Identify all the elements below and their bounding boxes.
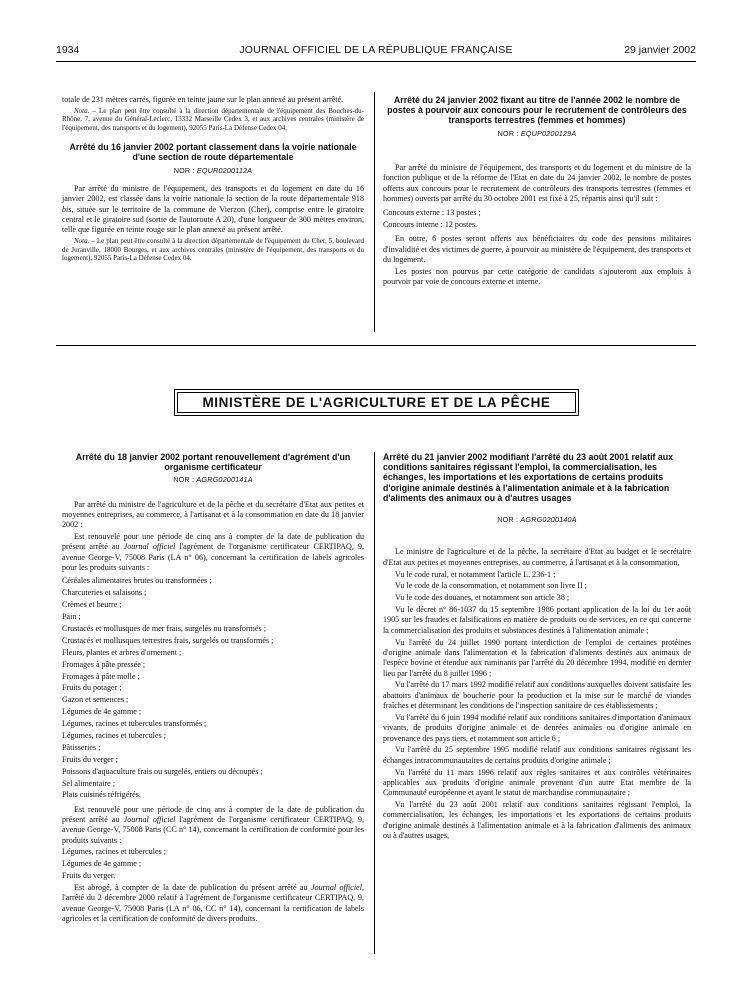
list-item: Concours interne : 12 postes. [383,219,478,229]
article-body-voirie: Par arrêté du ministre de l'équipement, des transports et du logement en date du 16 janvier 2002, est classée dans la voirie nationale la section de la route départementale 918 bis, située sur le territoire de la commune de Vierzon (Cher), comprise entre le giratoire central et le giratoire sud (sortie de l'autoroute A 20), d'une longueur de 300 mètres environ, telle que figurée en teinte rouge sur le plan annexé au présent arrêté. [62,183,364,235]
article-title-certificateur: Arrêté du 18 janvier 2002 portant renouvellement d'agrément d'un organisme certificateur [75,452,351,473]
visa-item: Vu l'arrêté du 25 septembre 1995 modifié relatif aux conditions sanitaires régissant les échanges intracommunautaires de certains produits d'origine animale ; [383,745,691,765]
product-list-labels [62,576,364,800]
note-plan-bouches-du-rhone: Nota. – Le plan peut être consulté à la direction départementale de l'équipement des Bouches-du-Rhône, 7, avenue du Général-Leclerc, 13332 Marseille Cedex 3, et aux archives centrales (ministère de l'équipement, des transports et du logement), 92055 Paris-La Défense Cedex 04. [62,106,364,133]
list-item: Légumes, racines et tubercules ; [62,730,167,740]
ministry-title: MINISTÈRE DE L'AGRICULTURE ET DE LA PÊCHE [177,392,576,413]
article-title-voirie: Arrêté du 16 janvier 2002 portant classement dans la voirie nationale d'une section de route départementale [69,142,357,163]
product-list-conformite [62,847,364,881]
top-right-column [383,95,691,289]
article-paragraph: Les postes non pourvus par cette catégorie de candidats s'ajouteront aux emplois à pourvoir par voie de concours externe et interne. [383,266,691,287]
list-item: Fleurs, plantes et arbres d'ornement ; [62,647,182,657]
list-item: Gazon et semences ; [62,695,129,705]
list-item: Sel alimentaire ; [62,778,116,788]
list-item: Fruits du verger. [62,871,116,881]
article-body-postes: Par arrêté du ministre de l'équipement, des transports et du logement et du ministre de la fonction publique et de la réforme de l'Etat en date du 24 janvier 2002, le nombre de postes offerts aux concours pour le recrutement de contrôleurs des transports terrestres (femmes et hommes) ouverts par arrêté du 30 octobre 2001 est fixé à 25, répartis ainsi qu'il suit : [383,162,691,203]
list-item: Légumes, racines et tubercules ; [62,847,167,857]
visa-item: Vu le code rural, et notamment l'article L. 236-1 ; [395,569,556,579]
list-item: Fromages à pâte molle ; [62,671,140,681]
top-left-column [62,95,364,264]
visa-item: Vu l'arrêté du 24 juillet 1990 portant interdiction de l'emploi de certaines protéines d'origine animale dans l'alimentation et la fabrication d'aliments destinés aux animaux de l'espèce bovine et étendue aux ruminants par l'arrêté du 20 décembre 1994, modifié en dernier lieu par l'arrêté du 8 juillet 1996 ; [383,637,691,678]
list-item: Crèmes et beurre ; [62,600,122,610]
visa-item: Vu le code des douanes, et notamment son article 38 ; [395,593,570,603]
article-title-postes: Arrêté du 24 janvier 2002 fixant au titre de l'année 2002 le nombre de postes à pourvoir aux concours pour le recrutement de contrôleurs des transports terrestres (femmes et hommes) [387,95,687,126]
article-paragraph: Est abrogé, à compter de la date de publication du présent arrêté au Journal officiel, l'arrêté du 2 décembre 2000 relatif à l'agrément de l'organisme certificateur CERTIPAQ, 9, avenue George-V, 75008 Paris (LA n° 06, CC n° 14), concernant la certification de labels agricoles et la certification de conformité de divers produits. [62,883,364,924]
article-paragraph: Est renouvelé pour une période de cinq ans à compter de la date de publication du présent arrêté au Journal officiel l'agrément de l'organisme certificateur CERTIPAQ, 9, avenue George-V, 75008 Paris (LA n° 06), concernant la certification de labels agricoles pour les produits suivants : [62,532,364,573]
bottom-right-column [383,452,691,843]
issue-date: 29 janvier 2002 [624,44,696,56]
list-item: Fruits du potager ; [62,683,122,693]
page-header [56,44,696,60]
visa-item: Vu l'arrêté du 6 juin 1994 modifié relatif aux conditions sanitaires d'importation d'animaux vivants, de produits d'origine animale et de denrées animales ou d'origine animale en provenance des pays tiers, et notamment son article 6 ; [383,712,691,743]
column-divider-top [374,92,375,332]
visa-item: Vu le décret n° 86-1037 du 15 septembre 1986 portant application de la loi du 1er août 1905 sur les fraudes et falsifications en matière de produits ou de services, en ce qui concerne la commercialisation des produits et substances destinés à l'alimentation animale ; [383,605,691,635]
list-item: Poissons d'aquaculture frais ou surgelés, entiers ou découpés ; [62,766,263,776]
page-number: 1934 [56,44,80,56]
list-item: Fromages à pâte pressée ; [62,659,146,669]
article-paragraph: En outre, 6 postes seront offerts aux bénéficiaires du code des pensions militaires d'invalidité et des victimes de guerre, à pourvoir au ministère de l'équipement, des transports et du logement. [383,234,691,264]
article-paragraph: Par arrêté du ministre de l'agriculture et de la pêche et du secrétaire d'Etat aux petites et moyennes entreprises, au commerce, à l'artisanat et à la consommation en date du 18 janvier 2002 : [62,499,364,530]
list-item: Plats cuisinés réfrigérés. [62,790,141,800]
visa-item: Vu le code de la consommation, et notamment son livre II ; [395,581,587,591]
list-item: Légumes, racines et tubercules transformés ; [62,719,207,729]
header-rule [56,61,696,62]
article-title-sanitaires: Arrêté du 21 janvier 2002 modifiant l'arrêté du 23 août 2001 relatif aux conditions sanitaires régissant l'emploi, la commercialisation, les échanges, les importations et les exportations de certains produits d'origine animale destinés à l'alimentation animale et à la fabrication d'aliments des animaux ou à d'autres usages [383,452,674,503]
continuation-text: totale de 231 mètres carrés, figurée en teinte jaune sur le plan annexé au présent arrêté. [62,95,344,104]
visa-item: Vu l'arrêté du 11 mars 1996 relatif aux règles sanitaires et aux contrôles vétérinaires applicables aux produits d'origine animale provenant d'un autre Etat membre de la Communauté européenne et ayant le statut de marchandise communautaire ; [383,767,691,798]
list-item: Concours externe : 13 postes ; [383,208,481,218]
section-rule [56,345,696,346]
list-item: Crustacés et mollusques de mer frais, surgelés ou transformés ; [62,623,266,633]
visa-item: Vu l'arrêté du 23 août 2001 relatif aux conditions sanitaires régissant l'emploi, la commercialisation, les échanges, les importations et les exportations de certains produits d'origine animale destinés à l'alimentation animale et à la fabrication d'aliments des animaux ou à d'autres usages, [383,800,691,840]
list-item: Crustacés et mollusques terrestres frais, surgelés ou transformés ; [62,635,274,645]
list-item: Légumes de 4e gamme ; [62,859,142,869]
nor-reference: NOR : EQUR0200112A [173,165,253,175]
visa-item: Vu l'arrêté du 17 mars 1992 modifié relatif aux conditions auxquelles doivent satisfaire les abattoirs d'animaux de boucherie pour la production et la mise sur le marché de viandes fraîches et déterminant les conditions de l'inspection sanitaire de ces établissements ; [383,680,691,711]
preamble: Le ministre de l'agriculture et de la pêche, la secrétaire d'Etat au budget et le secrétaire d'Etat aux petites et moyennes entreprises, au commerce, à l'artisanat et à la consommation, [383,547,691,567]
list-item: Fruits du verger ; [62,754,118,764]
journal-title: JOURNAL OFFICIEL DE LA RÉPUBLIQUE FRANÇAISE [239,44,513,56]
nor-reference: NOR : AGRG0200140A [497,515,577,525]
ministry-heading-box [174,389,579,416]
nor-reference: NOR : EQUP0200129A [497,128,577,138]
note-plan-cher: Nota. – Le plan peut être consulté à la direction départementale de l'équipement du Cher, 5, boulevard de Juranville, 18000 Bourges, et aux archives centrales (ministère de l'équipement, des transports et du logement), 92055 Paris-La Défense Cedex 04. [62,237,364,263]
list-item: Légumes de 4e gamme ; [62,707,142,717]
list-item: Pâtisseries ; [62,742,101,752]
nor-reference: NOR : AGRG0200141A [173,475,253,485]
bottom-left-column [62,452,364,926]
list-item: Charcuteries et salaisons ; [62,588,147,598]
article-paragraph: Est renouvelé pour une période de cinq ans à compter de la date de publication du présent arrêté au Journal officiel l'agrément de l'organisme certificateur CERTIPAQ, 9, avenue George-V, 75008 Paris (CC n° 14), concernant la certification de conformité pour les produits suivants : [62,804,364,845]
column-divider-bottom [374,452,375,954]
list-item: Pain ; [62,612,81,622]
list-item: Céréales alimentaires brutes ou transformées ; [62,576,212,586]
